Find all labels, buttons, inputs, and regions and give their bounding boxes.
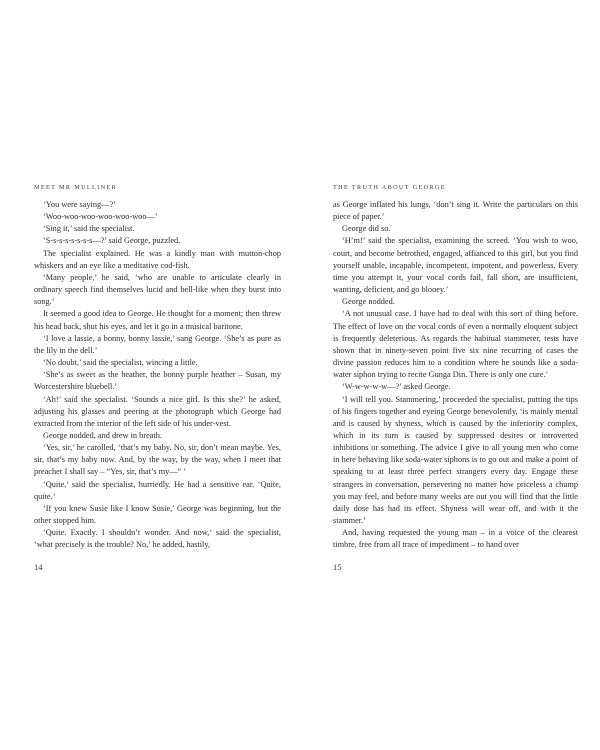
paragraph: ‘Yes, sir,’ he carolled, ‘that’s my baby. No, sir, don’t mean maybe. Yes, sir, that’s my baby now. And, by the way, by the way, when I meet that preacher I shall say – “Yes, sir, that’s my—” ’ (34, 443, 281, 477)
paragraph: ‘S-s-s-s-s-s-s-s—?’ said George, puzzled. (43, 236, 181, 246)
paragraph: ‘She’s as sweet as the heather, the bonny purple heather – Susan, my Worcestershire bluebell.’ (34, 370, 281, 392)
body-text (333, 199, 578, 552)
running-head: THE TRUTH ABOUT GEORGE (333, 184, 446, 191)
paragraph: ‘Quite,’ said the specialist, hurriedly. He had a sensitive ear. ‘Quite, quite.’ (34, 479, 281, 501)
paragraph: ‘H’m!’ said the specialist, examining the screed. ‘You wish to woo, court, and become betrothed, engaged, affianced to this girl, but you find yourself unable, incapable, incompetent, impotent, and powerless. Every time you attempt it, your vocal cords fail, fall short, are insufficient, wanting, deficient, and go blooey.’ (333, 236, 578, 295)
paragraph: It seemed a good idea to George. He thought for a moment; then threw his head back, shut his eyes, and let it go in a musical baritone. (34, 309, 281, 331)
paragraph: ‘If you knew Susie like I know Susie,’ George was beginning, but the other stopped him. (34, 503, 281, 526)
paragraph: George nodded, and drew in breath. (43, 430, 162, 440)
page-number: 15 (333, 562, 342, 572)
paragraph: as George inflated his lungs, ‘don’t sing it. Write the particulars on this piece of paper.’ (333, 200, 578, 222)
paragraph: ‘Ah!’ said the specialist. ‘Sounds a nice girl. Is this she?’ he asked, adjusting his glasses and peering at the photograph which George had extracted from the interior of the left side of his under-vest. (34, 394, 281, 428)
paragraph: George nodded. (342, 297, 395, 307)
running-head: MEET MR MULLINER (34, 184, 118, 191)
paragraph: The specialist explained. He was a kindly man with mutton-chop whiskers and an eye like a meditative cod-fish. (34, 248, 281, 270)
paragraph: ‘I will tell you. Stammering,’ proceeded the specialist, putting the tips of his fingers together and eyeing George benevolently, ‘is mainly mental and is caused by shyness, which is caused by the inferiority complex, which in its turn is caused by suppressed desires or introverted inhibitions or something. The advice I give to all young men who come in here behaving like soda-water siphons is to go out and make a point of speaking to at least three perfect strangers every day. Engage these strangers in conversation, persevering no matter how priceless a chump you may feel, and before many weeks are out you will find that the little daily dose has had its effect. Shyness will wear off, and with it the stammer.’ (333, 394, 578, 526)
paragraph: ‘You were saying—?’ (43, 200, 116, 209)
paragraph: And, having requested the young man – in a voice of the clearest timbre, free from all trace of impediment – to hand over (333, 528, 578, 550)
paragraph: ‘No doubt,’ said the specialist, wincing a little. (43, 358, 198, 368)
paragraph: ‘Sing it,’ said the specialist. (43, 224, 135, 234)
paragraph: ‘Many people,’ he said, ‘who are unable to articulate clearly in ordinary speech find themselves lucid and bell-like when they burst into song.’ (34, 272, 281, 307)
body-text (34, 199, 281, 552)
paragraph: ‘Quite. Exactly. I shouldn’t wonder. And now,’ said the specialist, ‘what precisely is the trouble? No,’ he added, hastily, (34, 528, 281, 550)
paragraph: ‘W-w-w-w-w—?’ asked George. (342, 382, 451, 392)
paragraph: ‘Woo-woo-woo-woo-woo-woo—’ (43, 212, 158, 222)
paragraph: ‘I love a lassie, a bonny, bonny lassie,’ sang George. ‘She’s as pure as the lily in the dell.’ (34, 333, 281, 355)
paragraph: ‘A not unusual case. I have had to deal with this sort of thing before. The effect of love on the vocal cords of even a normally eloquent subject is frequently deleterious. As regards the habitual stammerer, tests have shown that in ninety-seven point five six nine recurring of cases the divine passion reduces him to a condition where he sounds like a soda-water siphon trying to recite Gunga Din. There is only one cure.’ (333, 309, 578, 380)
paragraph: George did so. (342, 224, 391, 234)
right-page (300, 0, 600, 750)
page-number: 14 (34, 562, 43, 572)
